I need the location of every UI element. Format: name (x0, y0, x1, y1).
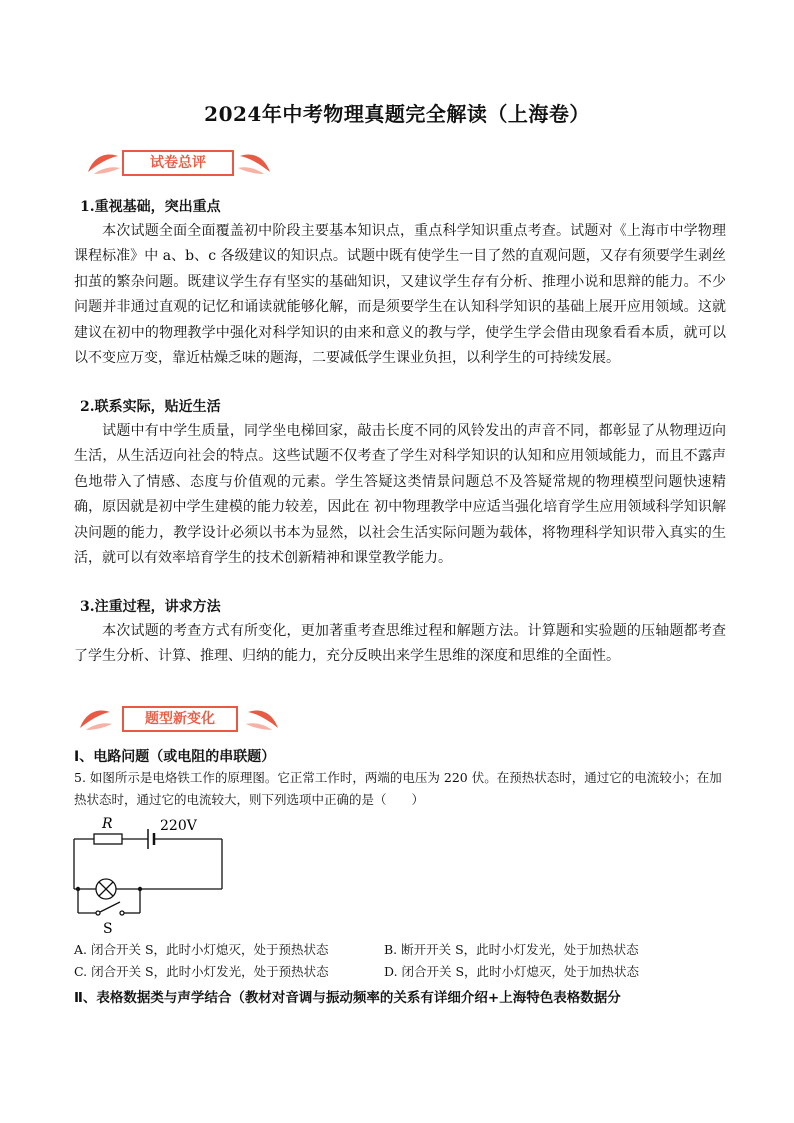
option-a: A. 闭合开关 S，此时小灯熄灭，处于预热状态 (74, 942, 329, 957)
review-heading-3: 3.注重过程，讲求方法 (80, 599, 221, 615)
switch-label: S (103, 921, 113, 937)
paragraph-text: 试题中有中学生质量，同学坐电梯回家，敲击长度不同的风铃发出的声音不同，都彰显了从物理迈向生活，从生活迈向社会的特点。这些试题不仅考查了学生对科学知识的认知和应用领域能力，而且不露声色地带入了情感、态度与价值观的元素。学生答疑这类情景问题总不及答疑常规的物理模型问题快速精确，原因就是初中学生建模的能力较差，因此在 初中物理教学中应适当强化培育学生应用领域科学知识解决问题的能力，教学设计必须以书本为显然，以社会生活实际问题为载体，将物理科学知识带入真实的生活，就可以有效率培育学生的技术创新精神和课堂教学能力。 (74, 423, 726, 567)
page-title: 2024年中考物理真题完全解读（上海卷） (204, 102, 590, 126)
banner-label: 试卷总评 (122, 150, 234, 176)
paragraph-text: 本次试题的考查方式有所变化，更加著重考查思维过程和解题方法。计算题和实验题的压轴题都考查了学生分析、计算、推理、归纳的能力，充分反映出来学生思维的深度和思维的全面性。 (74, 623, 726, 665)
question-5: 5. 如图所示是电烙铁工作的原理图。它正常工作时，两端的电压为 220 伏。在预热状态时，通过它的电流较小；在加热状态时，通过它的电流较大，则下列选项中正确的是（ ） (74, 770, 722, 807)
option-b: B. 断开开关 S，此时小灯发光，处于加热状态 (384, 942, 639, 957)
circuit-diagram (66, 812, 236, 936)
resistor-icon (94, 834, 122, 844)
review-paragraph-2 (74, 419, 726, 571)
review-heading-1: 1.重视基础，突出重点 (80, 199, 221, 215)
resistor-label: R (102, 816, 113, 832)
voltage-label: 220V (160, 818, 197, 834)
review-paragraph-3 (74, 619, 726, 670)
paragraph-text: 本次试题全面全面覆盖初中阶段主要基本知识点，重点科学知识重点考查。试题对《上海市中学物理课程标准》中 a、b、c 各级建议的知识点。试题中既有使学生一目了然的直观问题，又存有须要学生剥丝扣茧的繁杂问题。既建议学生存有坚实的基础知识，又建议学生存有分析、推理小说和思辩的能力。不少问题并非通过直观的记忆和诵读就能够化解，而是须要学生在认知科学知识的基础上展开应用领域。这就建议在初中的物理教学中强化对科学知识的由来和意义的教与学，使学生学会借由现象看看本质，就可以以不变应万变，靠近枯燥乏味的题海，二要减低学生课业负担，以利学生的可持续发展。 (74, 223, 726, 367)
section-heading-circuit: Ⅰ、电路问题（或电阻的串联题） (74, 749, 276, 765)
option-c: C. 闭合开关 S，此时小灯发光，处于预热状态 (74, 964, 329, 979)
switch-icon (100, 902, 120, 912)
option-d: D. 闭合开关 S，此时小灯熄灭，处于加热状态 (384, 964, 640, 979)
section-heading-table: Ⅱ、表格数据类与声学结合（教材对音调与振动频率的关系有详细介绍+上海特色表格数据分 (74, 990, 621, 1006)
banner-label: 题型新变化 (122, 706, 238, 732)
section-banner-changes (76, 702, 282, 732)
section-banner-review (84, 146, 274, 176)
review-heading-2: 2.联系实际，贴近生活 (80, 399, 221, 415)
review-paragraph-1 (74, 219, 726, 371)
